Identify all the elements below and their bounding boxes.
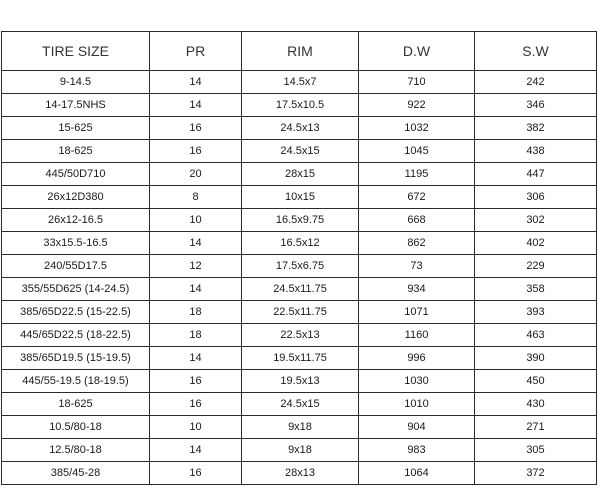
pr-cell: 14 xyxy=(150,94,242,117)
rim-cell: 24.5x11.75 xyxy=(242,278,359,301)
table-row xyxy=(2,370,597,393)
sw-cell: 358 xyxy=(475,278,597,301)
dw-cell: 904 xyxy=(359,416,475,439)
table-row xyxy=(2,232,597,255)
dw-cell: 1064 xyxy=(359,462,475,485)
table-row xyxy=(2,462,597,485)
rim-cell: 10x15 xyxy=(242,186,359,209)
table-row xyxy=(2,140,597,163)
table-row xyxy=(2,439,597,462)
sw-cell: 306 xyxy=(475,186,597,209)
rim-cell: 17.5x10.5 xyxy=(242,94,359,117)
pr-cell: 16 xyxy=(150,140,242,163)
dw-cell: 1195 xyxy=(359,163,475,186)
pr-cell: 8 xyxy=(150,186,242,209)
pr-cell: 14 xyxy=(150,439,242,462)
dw-cell: 672 xyxy=(359,186,475,209)
rim-cell: 9x18 xyxy=(242,439,359,462)
header-row xyxy=(2,32,597,71)
dw-cell: 922 xyxy=(359,94,475,117)
table-row xyxy=(2,416,597,439)
tire-size-cell: 355/55D625 (14-24.5) xyxy=(2,278,150,301)
sw-cell: 390 xyxy=(475,347,597,370)
rim-cell: 19.5x11.75 xyxy=(242,347,359,370)
header-tire-size: TIRE SIZE xyxy=(2,32,150,71)
pr-cell: 14 xyxy=(150,232,242,255)
header-dw: D.W xyxy=(359,32,475,71)
sw-cell: 229 xyxy=(475,255,597,278)
rim-cell: 24.5x13 xyxy=(242,117,359,140)
pr-cell: 12 xyxy=(150,255,242,278)
tire-size-cell: 445/50D710 xyxy=(2,163,150,186)
table-row xyxy=(2,255,597,278)
table-row xyxy=(2,209,597,232)
table-row xyxy=(2,278,597,301)
tire-size-cell: 10.5/80-18 xyxy=(2,416,150,439)
pr-cell: 16 xyxy=(150,117,242,140)
dw-cell: 1071 xyxy=(359,301,475,324)
table-row xyxy=(2,324,597,347)
rim-cell: 24.5x15 xyxy=(242,140,359,163)
table-row xyxy=(2,347,597,370)
sw-cell: 463 xyxy=(475,324,597,347)
sw-cell: 430 xyxy=(475,393,597,416)
rim-cell: 22.5x11.75 xyxy=(242,301,359,324)
sw-cell: 450 xyxy=(475,370,597,393)
rim-cell: 28x13 xyxy=(242,462,359,485)
dw-cell: 1160 xyxy=(359,324,475,347)
dw-cell: 668 xyxy=(359,209,475,232)
pr-cell: 16 xyxy=(150,370,242,393)
rim-cell: 22.5x13 xyxy=(242,324,359,347)
table-row xyxy=(2,301,597,324)
sw-cell: 242 xyxy=(475,71,597,94)
tire-size-cell: 385/65D22.5 (15-22.5) xyxy=(2,301,150,324)
tire-size-cell: 18-625 xyxy=(2,140,150,163)
tire-size-cell: 445/55-19.5 (18-19.5) xyxy=(2,370,150,393)
table-row xyxy=(2,71,597,94)
pr-cell: 10 xyxy=(150,416,242,439)
sw-cell: 402 xyxy=(475,232,597,255)
pr-cell: 18 xyxy=(150,301,242,324)
sw-cell: 271 xyxy=(475,416,597,439)
rim-cell: 28x15 xyxy=(242,163,359,186)
rim-cell: 19.5x13 xyxy=(242,370,359,393)
pr-cell: 14 xyxy=(150,71,242,94)
pr-cell: 10 xyxy=(150,209,242,232)
pr-cell: 14 xyxy=(150,278,242,301)
dw-cell: 934 xyxy=(359,278,475,301)
table-row xyxy=(2,393,597,416)
dw-cell: 1010 xyxy=(359,393,475,416)
header-rim: RIM xyxy=(242,32,359,71)
table-row xyxy=(2,163,597,186)
sw-cell: 393 xyxy=(475,301,597,324)
rim-cell: 9x18 xyxy=(242,416,359,439)
table-row xyxy=(2,117,597,140)
tire-size-cell: 15-625 xyxy=(2,117,150,140)
tire-size-cell: 9-14.5 xyxy=(2,71,150,94)
rim-cell: 17.5x6.75 xyxy=(242,255,359,278)
sw-cell: 305 xyxy=(475,439,597,462)
header-sw: S.W xyxy=(475,32,597,71)
header-pr: PR xyxy=(150,32,242,71)
pr-cell: 18 xyxy=(150,324,242,347)
dw-cell: 1032 xyxy=(359,117,475,140)
dw-cell: 1030 xyxy=(359,370,475,393)
tire-size-cell: 385/65D19.5 (15-19.5) xyxy=(2,347,150,370)
tire-size-cell: 14-17.5NHS xyxy=(2,94,150,117)
tire-size-cell: 18-625 xyxy=(2,393,150,416)
table-row xyxy=(2,94,597,117)
tire-size-cell: 385/45-28 xyxy=(2,462,150,485)
dw-cell: 710 xyxy=(359,71,475,94)
rim-cell: 16.5x12 xyxy=(242,232,359,255)
table-row xyxy=(2,186,597,209)
tire-size-cell: 26x12-16.5 xyxy=(2,209,150,232)
rim-cell: 16.5x9.75 xyxy=(242,209,359,232)
sw-cell: 447 xyxy=(475,163,597,186)
tire-size-cell: 33x15.5-16.5 xyxy=(2,232,150,255)
rim-cell: 24.5x15 xyxy=(242,393,359,416)
pr-cell: 14 xyxy=(150,347,242,370)
dw-cell: 996 xyxy=(359,347,475,370)
tire-size-cell: 445/65D22.5 (18-22.5) xyxy=(2,324,150,347)
pr-cell: 16 xyxy=(150,393,242,416)
rim-cell: 14.5x7 xyxy=(242,71,359,94)
dw-cell: 862 xyxy=(359,232,475,255)
tire-size-cell: 12.5/80-18 xyxy=(2,439,150,462)
dw-cell: 983 xyxy=(359,439,475,462)
dw-cell: 1045 xyxy=(359,140,475,163)
sw-cell: 372 xyxy=(475,462,597,485)
tire-size-cell: 26x12D380 xyxy=(2,186,150,209)
pr-cell: 20 xyxy=(150,163,242,186)
tire-size-cell: 240/55D17.5 xyxy=(2,255,150,278)
sw-cell: 438 xyxy=(475,140,597,163)
tire-spec-table xyxy=(1,31,597,485)
sw-cell: 346 xyxy=(475,94,597,117)
sw-cell: 382 xyxy=(475,117,597,140)
dw-cell: 73 xyxy=(359,255,475,278)
pr-cell: 16 xyxy=(150,462,242,485)
sw-cell: 302 xyxy=(475,209,597,232)
